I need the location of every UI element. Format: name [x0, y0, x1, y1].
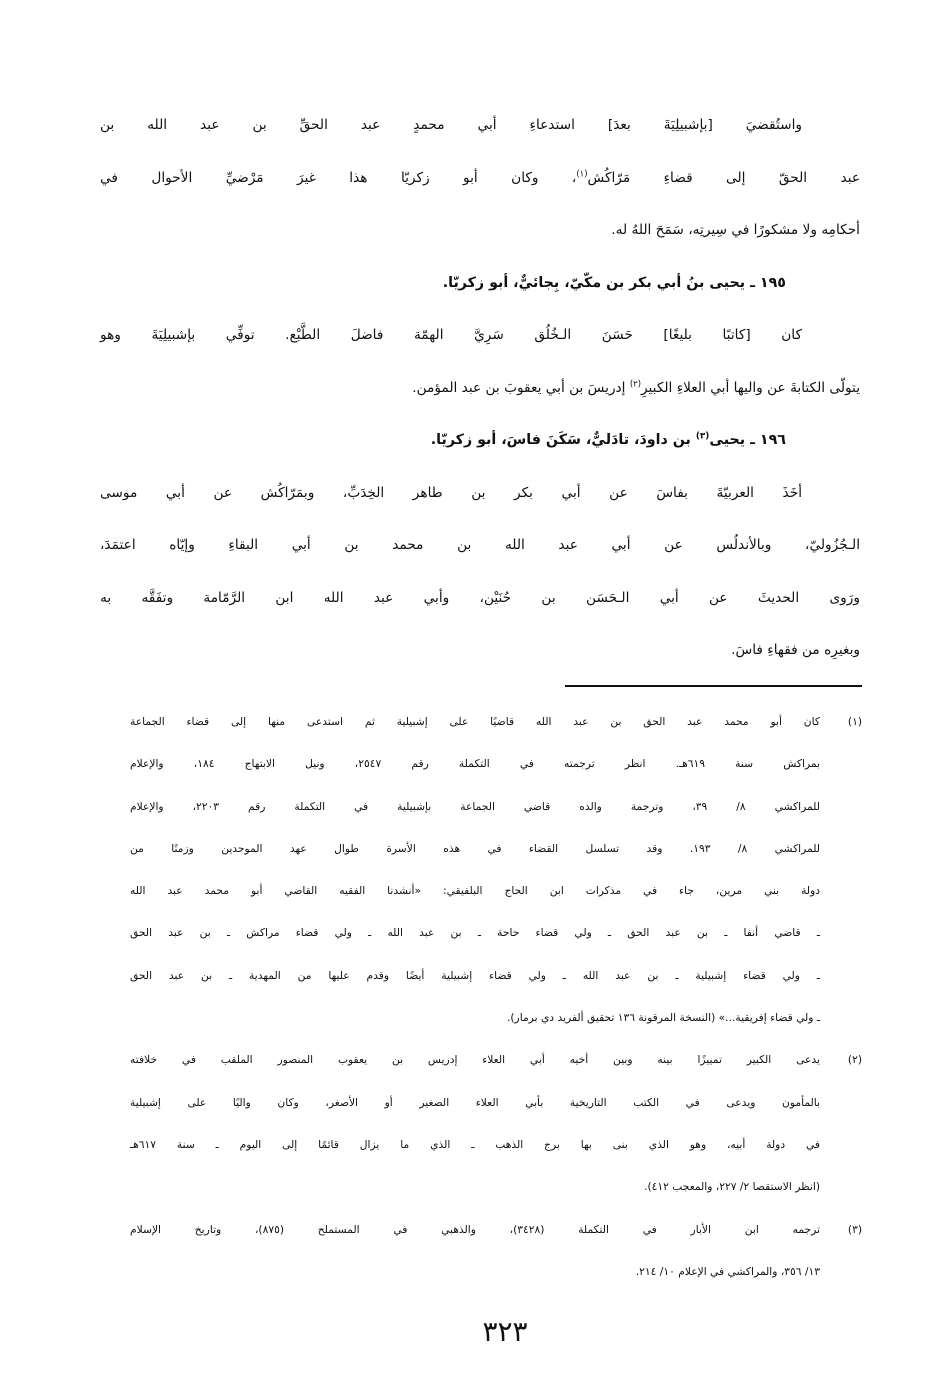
body-text: الـجُزُوليّ، وبالأندلُس عن أبي عبد الله بن محمد بن أبي البقاءِ وإيّاه اعتمَدَ، — [100, 537, 860, 553]
body-line — [100, 99, 802, 152]
footnote-ref-2[interactable]: (٢) — [629, 378, 641, 389]
footnote-text: بمراكش سنة ٦١٩هـ. انظر ترجمته في التكملة رقم ٢٥٤٧، ونيل الابتهاج ١٨٤، والإعلام — [130, 757, 820, 771]
footnote-text: كان أبو محمد عبد الحق بن عبد الله قاضيًا على إشبيلية ثم استدعى منها إلى قضاء الجماعة — [130, 715, 820, 728]
body-line — [100, 362, 860, 415]
footnote-line — [130, 1082, 820, 1124]
heading-text: ١٩٦ ـ يحيى — [709, 432, 786, 448]
footnote-line — [130, 786, 820, 828]
body-text: ورَوى الحديثَ عن أبي الـحَسَن بن حُنَيْن، وأبي عبد الله ابن الرَّمّامة وتفَقَّه به — [100, 589, 860, 606]
body-text: أخَذَ العربيّةَ بفاسَ عن أبي بكر بن طاهر الخِدَبِّ، وبمَرّاكُش عن أبي موسى — [100, 484, 802, 501]
body-line — [100, 467, 802, 520]
footnotes — [130, 701, 862, 1293]
footnote-text: في دولة أبيه، وهو الذي بنى بها برج الذهب ـ الذي ما يزال قائمًا إلى اليوم ـ سنة ٦١٧هـ — [130, 1137, 820, 1151]
body-text: واستُقضيَ [بإشبيلِيَةَ بعدَ] استدعاءِ أبي محمدٍ عبد الحقِّ بن عبد الله بن — [100, 117, 802, 133]
footnote-text: ـ ولي قضاء إفريقية...» (النسخة المرقونة ١٣٦ تحقيق ألفريد دي برمار). — [506, 1011, 820, 1025]
footnote-ref-1[interactable]: (١) — [576, 168, 588, 179]
footnote-text: ـ ولي قضاء إشبيلية ـ بن عبد الله ـ ولي قضاء إشبيلية أيضًا وقدم عليها من المهدية ـ بن عبد الحق — [130, 968, 820, 982]
heading-text: بن داودَ، تادَليٌّ، سَكَنَ فاسَ، أبو زكريّا. — [430, 432, 696, 448]
body-line — [100, 152, 860, 205]
footnote-line — [130, 1124, 820, 1166]
body-line — [100, 204, 860, 257]
body-text: إدريسَ بن أبي يعقوبَ بن عبد المؤمن. — [412, 379, 630, 396]
footnote-text: للمراكشي ٨/ ١٩٣. وقد تسلسل القضاء في هذه الأسرة طوال عهد الموحدين وزمنًا من — [130, 841, 821, 855]
footnote-line — [130, 1039, 820, 1081]
footnote-2 — [130, 1039, 862, 1208]
footnote-ref-3[interactable]: (٣) — [695, 431, 710, 442]
body-line — [100, 519, 860, 572]
footnote-line — [130, 828, 820, 870]
footnote-line — [130, 912, 820, 954]
entry-heading-196 — [100, 414, 786, 467]
body-text: عبد الحقّ إلى قضاءِ مَرّاكُش — [587, 169, 861, 186]
footnote-line — [130, 743, 820, 785]
footnote-line — [130, 1166, 820, 1208]
footnote-text: ترجمه ابن الأبار في التكملة (٣٤٢٨)، والذهبي في المستملح (٨٧٥)، وتاريخ الإسلام — [130, 1222, 820, 1236]
body-line — [100, 624, 860, 677]
footnote-line — [130, 955, 820, 997]
footnote-text: دولة بني مرين، جاء في مذكرات ابن الحاج البلفيقي: «أنشدنا الفقيه القاضي أبو محمد عبد الله — [130, 884, 820, 898]
footnote-text: ـ قاضي أنفا ـ بن عبد الحق ـ ولي قضاء حاحة ـ بن عبد الله ـ ولي قضاء مراكش ـ بن عبد الحق — [130, 926, 820, 940]
footnote-line — [130, 1251, 820, 1293]
footnote-line — [130, 1209, 820, 1251]
footnote-number: (٢) — [847, 1053, 862, 1067]
footnote-line — [130, 870, 820, 912]
body-text: أحكامِه ولا مشكورًا في سِيرتِه، سَمَحَ اللهُ له. — [611, 222, 860, 238]
main-text — [100, 99, 860, 677]
footnote-3 — [130, 1209, 862, 1294]
footnote-text: يدعى الكبير تمييزًا بينه وبين أخيه أبي العلاء إدريس بن يعقوب المنصور الملقب في خلافته — [130, 1053, 820, 1067]
entry-heading-195 — [100, 257, 786, 310]
body-text: يتولّى الكتابةَ عن واليها أبي العلاءِ الكبيرِ — [641, 379, 860, 396]
footnote-separator — [565, 685, 862, 687]
footnote-1 — [130, 701, 862, 1039]
body-line — [100, 572, 860, 625]
footnote-line — [130, 997, 820, 1039]
body-text: وبغيرِه من فقهاءِ فاسَ. — [731, 642, 860, 658]
body-text: ، وكان أبو زكريّا هذا غيرَ مَرْضيِّ الأحوال في — [100, 169, 577, 186]
footnote-number: (٣) — [847, 1222, 862, 1236]
heading-text: ١٩٥ ـ يحيى بنُ أبي بكر بن مكّيّ، بِجائيٌّ، أبو زكريّا. — [442, 274, 786, 291]
footnote-text: (انظر الاستقصا ٢/ ٢٢٧، والمعجب ٤١٢). — [644, 1180, 820, 1194]
footnote-text: بالمأمون ويدعى في الكتب التاريخية بأبي العلاء الصغير أو الأصغر، وكان واليًا على إشبيلية — [130, 1095, 820, 1109]
footnote-line — [130, 701, 820, 743]
body-line — [100, 309, 802, 362]
page-number: ٣٢٣ — [482, 1315, 528, 1348]
footnote-text: ١٣/ ٣٥٦، والمراكشي في الإعلام ١٠/ ٢١٤. — [635, 1264, 820, 1278]
footnote-text: للمراكشي ٨/ ٣٩، وترجمة والده قاضي الجماعة بإشبيلية في التكملة رقم ٢٢٠٣، والإعلام — [130, 799, 820, 813]
body-text: كان [كاتبًا بليغًا] حَسَنَ الـخُلُق سَرِيَّ الهمّة فاضلَ الطَّبْع. توفِّي بإشبيلِيَةَ وهو — [100, 327, 802, 343]
footnote-number: (١) — [847, 715, 862, 728]
